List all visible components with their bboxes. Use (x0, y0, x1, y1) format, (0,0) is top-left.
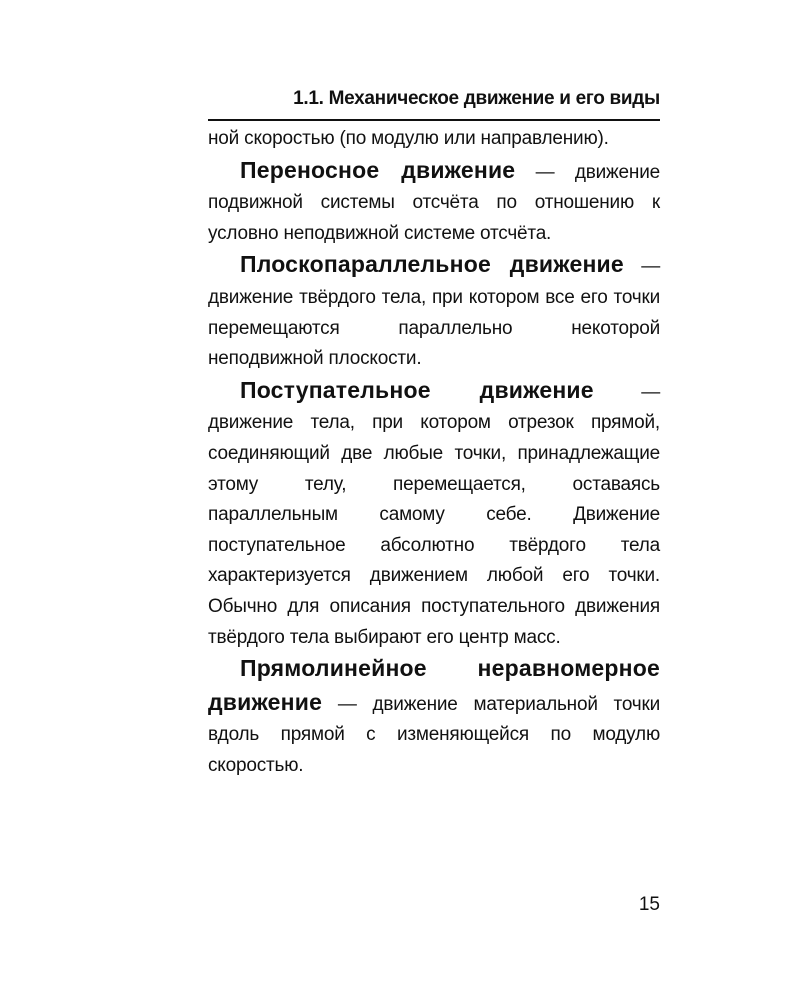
running-header: 1.1. Механическое движение и его виды (293, 88, 660, 109)
definition-paragraph (208, 155, 660, 250)
definition-paragraph (208, 249, 660, 374)
header-rule (208, 119, 660, 121)
definition-paragraph (208, 375, 660, 653)
definition-text: — движение твёрдого тела, при котором все его точки перемещаются параллельно некоторой неподвижной плоскости. (208, 256, 660, 370)
definition-term: Плоскопараллельное движение (240, 251, 624, 278)
definition-text: — движение подвижной системы отсчёта по отношению к условно неподвижной системе отсчёта. (208, 161, 660, 244)
definition-text: — движение тела, при котором отрезок прямой, соединяющий две любые точки, принадлежащие этому телу, перемещается, оставаясь параллельным самому себе. Движение поступательное абсолютно твёрдого тела характеризуется движением любой его точки. Обычно для описания поступательного движения твёрдого тела выбирают его центр масс. (208, 381, 660, 648)
definition-text: — движение материальной точки вдоль прямой с изменяющейся по модулю скоростью. (208, 693, 660, 776)
paragraph-continuation (208, 124, 660, 155)
page-number: 15 (638, 894, 660, 915)
definition-term: Прямолинейное неравномерное движение (208, 655, 660, 715)
definition-term: Поступательное движение (240, 376, 594, 403)
definition-paragraph (208, 653, 660, 781)
paragraph-text: ной скоростью (по модулю или направлению). (208, 128, 609, 149)
definition-term: Переносное движение (240, 156, 516, 183)
body-text (208, 124, 660, 781)
